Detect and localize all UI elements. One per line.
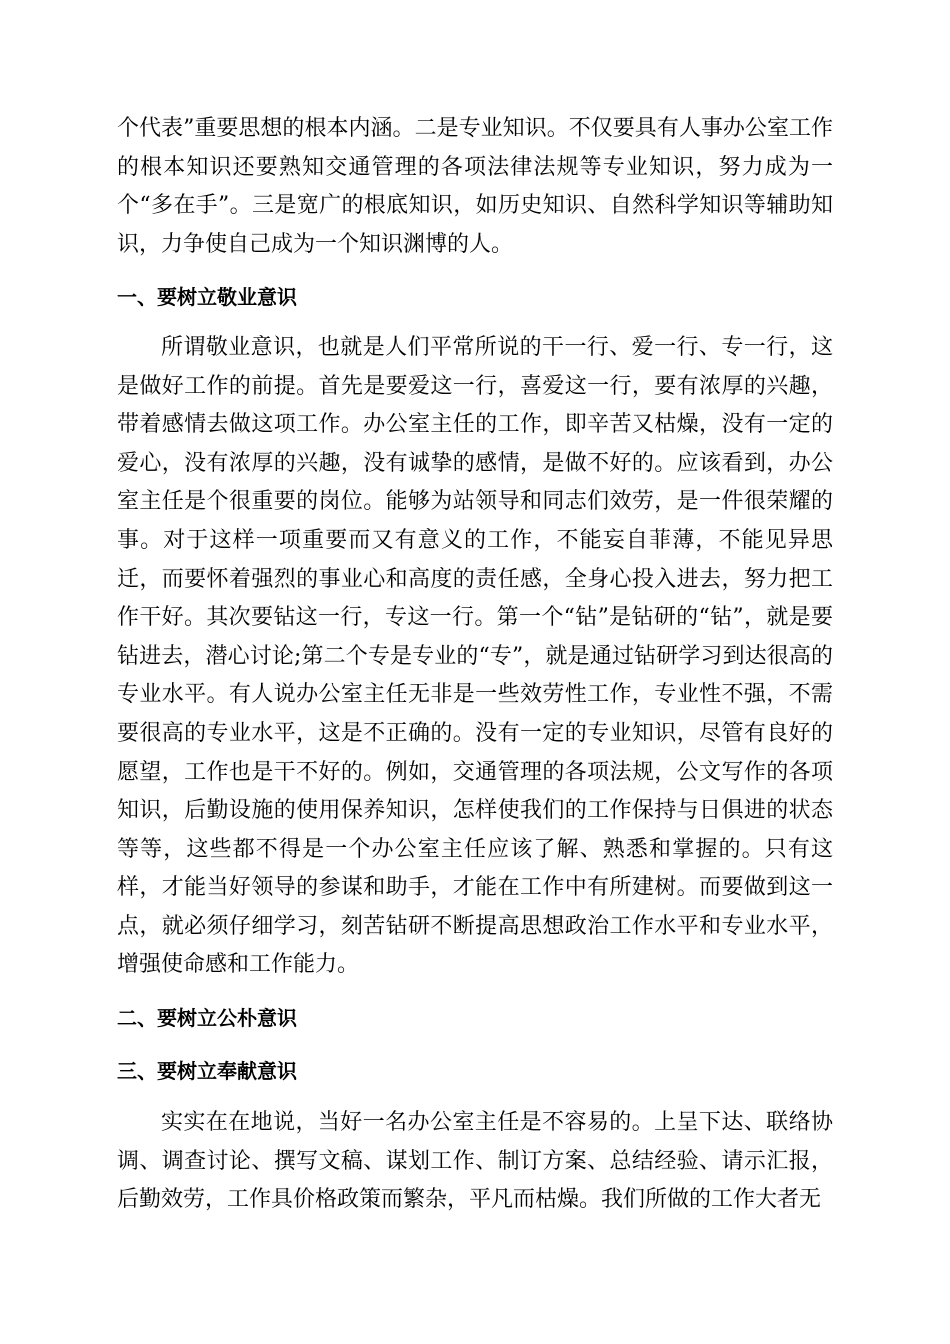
spacer [117,264,833,278]
section-heading-2: 二、要树立公朴意识 [117,1006,297,1031]
section-heading-1: 一、要树立敬业意识 [117,285,297,310]
spacer [117,1090,833,1104]
document-body [117,110,833,1220]
section-1-paragraph: 所谓敬业意识，也就是人们平常所说的干一行、爱一行、专一行，这是做好工作的前提。首先是要爱这一行，喜爱这一行，要有浓厚的兴趣，带着感情去做这项工作。办公室主任的工作，即辛苦又枯燥，没有一定的爱心，没有浓厚的兴趣，没有诚挚的感情，是做不好的。应该看到，办公室主任是个很重要的岗位。能够为站领导和同志们效劳，是一件很荣耀的事。对于这样一项重要而又有意义的工作，不能妄自菲薄，不能见异思迁，而要怀着强烈的事业心和高度的责任感，全身心投入进去，努力把工作干好。其次要钻这一行，专这一行。第一个“钻”是钻研的“钻”，就是要钻进去，潜心讨论;第二个专是专业的“专”，就是通过钻研学习到达很高的专业水平。有人说办公室主任无非是一些效劳性工作，专业性不强，不需要很高的专业水平，这是不正确的。没有一定的专业知识，尽管有良好的愿望，工作也是干不好的。例如，交通管理的各项法规，公文写作的各项知识，后勤设施的使用保养知识，怎样使我们的工作保持与日俱进的状态等等，这些都不得是一个办公室主任应该了解、熟悉和掌握的。只有这样，才能当好领导的参谋和助手，才能在工作中有所建树。而要做到这一点，就必须仔细学习，刻苦钻研不断提高思想政治工作水平和专业水平，增强使命感和工作能力。 [117,334,833,978]
spacer [117,1038,833,1052]
intro-continuation-paragraph: 个代表”重要思想的根本内涵。二是专业知识。不仅要具有人事办公室工作的根本知识还要熟知交通管理的各项法律法规等专业知识，努力成为一个“多在手”。三是宽广的根底知识，如历史知识、自然科学知识等辅助知识，力争使自己成为一个知识渊博的人。 [117,116,833,257]
spacer [117,985,833,999]
spacer [117,317,833,329]
section-heading-3: 三、要树立奉献意识 [117,1058,297,1083]
section-3-paragraph: 实实在在地说，当好一名办公室主任是不容易的。上呈下达、联络协调、调查讨论、撰写文稿、谋划工作、制订方案、总结经验、请示汇报，后勤效劳，工作具价格政策而繁杂，平凡而枯燥。我们所做的工作大者无 [117,1110,833,1213]
